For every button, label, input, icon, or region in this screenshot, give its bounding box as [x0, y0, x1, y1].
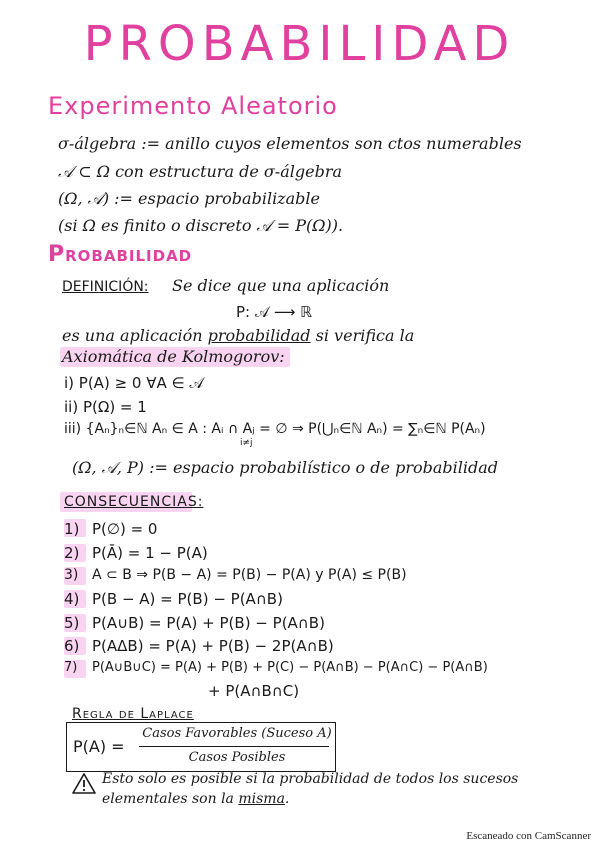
consequence-number: 5)	[64, 614, 80, 632]
consequence-number: 3)	[64, 567, 79, 583]
scanner-watermark: Escaneado con CamScanner	[466, 830, 591, 842]
consequence-number: 1)	[64, 520, 80, 538]
warning-keyword: misma	[238, 791, 285, 807]
warning-line-1: Esto solo es posible si la probabilidad de todos los sucesos	[102, 771, 519, 787]
consequence-text: P(∅) = 0	[92, 520, 158, 538]
consequence-number: 4)	[64, 590, 80, 608]
consequence-item-6	[64, 637, 334, 655]
consequence-item-4	[64, 590, 283, 608]
consequence-number: 2)	[64, 544, 80, 562]
finite-case-note: (si Ω es finito o discreto 𝒜 = P(Ω)).	[58, 216, 344, 235]
laplace-lhs: P(A) =	[73, 737, 125, 756]
sigma-algebra-structure: 𝒜 ⊂ Ω con estructura de σ-álgebra	[58, 162, 343, 181]
definition-line2-pre: es una aplicación	[62, 326, 203, 345]
consequence-item-7-continuation: + P(A∩B∩C)	[208, 682, 300, 700]
axiom-1: i) P(A) ≥ 0 ∀A ∈ 𝒜	[64, 374, 204, 392]
consequence-text: P(A∪B∪C) = P(A) + P(B) + P(C) − P(A∩B) − P(A∩C) − P(A∩B)	[92, 660, 488, 675]
laplace-denominator: Casos Posibles	[188, 750, 286, 765]
axiom-2: ii) P(Ω) = 1	[64, 398, 147, 416]
consecuencias-label: CONSECUENCIAS:	[64, 494, 204, 510]
page-title: PROBABILIDAD	[83, 16, 516, 72]
consequence-number: 7)	[64, 660, 78, 675]
consequence-text: P(AΔB) = P(A) + P(B) − 2P(A∩B)	[92, 637, 334, 655]
consequence-text: P(Ā) = 1 − P(A)	[92, 544, 208, 562]
probability-map: P: 𝒜 ⟶ ℝ	[236, 303, 312, 321]
axiom-3-subscript: i≠j	[240, 438, 253, 448]
warning-triangle-icon	[72, 772, 96, 794]
consequence-text: P(A∪B) = P(A) + P(B) − P(A∩B)	[92, 614, 325, 632]
definition-text: Se dice que una aplicación	[172, 276, 390, 295]
definition-line2-post: si verifica la	[315, 326, 415, 345]
consequence-item-2	[64, 544, 208, 562]
consequence-item-1	[64, 520, 157, 538]
consequence-number: 6)	[64, 637, 80, 655]
consequence-item-7	[64, 660, 488, 675]
fraction-bar	[139, 746, 329, 747]
laplace-label: Regla de Laplace	[72, 706, 194, 722]
section-heading-probabilidad: Probabilidad	[48, 242, 193, 267]
laplace-formula-box	[66, 722, 336, 772]
consequence-item-3	[64, 567, 407, 583]
warning-line2-pre: elementales son la	[102, 791, 234, 807]
definition-keyword: probabilidad	[207, 326, 311, 345]
warning-line-2	[102, 791, 289, 807]
definition-line2	[62, 326, 414, 345]
consequence-text: A ⊂ B ⇒ P(B − A) = P(B) − P(A) y P(A) ≤ P(B)	[92, 567, 407, 583]
laplace-numerator: Casos Favorables (Suceso A)	[142, 726, 332, 741]
sigma-algebra-definition: σ-álgebra := anillo cuyos elementos son ctos numerables	[58, 134, 522, 153]
consequence-item-5	[64, 614, 325, 632]
probabilistic-space: (Ω, 𝒜, P) := espacio probabilístico o de probabilidad	[72, 458, 498, 477]
warning-line2-post: .	[284, 791, 290, 807]
definition-label: DEFINICIÓN:	[62, 279, 149, 295]
kolmogorov-line: Axiomática de Kolmogorov:	[62, 347, 285, 366]
axiom-3: iii) {Aₙ}ₙ∈ℕ Aₙ ∈ A : Aᵢ ∩ Aⱼ = ∅ ⇒ P(⋃ₙ∈ℕ Aₙ) = ∑ₙ∈ℕ P(Aₙ)	[64, 421, 486, 437]
section-heading-experimento: Experimento Aleatorio	[48, 92, 338, 120]
consequence-text: P(B − A) = P(B) − P(A∩B)	[92, 590, 283, 608]
probabilizable-space: (Ω, 𝒜) := espacio probabilizable	[58, 189, 320, 208]
